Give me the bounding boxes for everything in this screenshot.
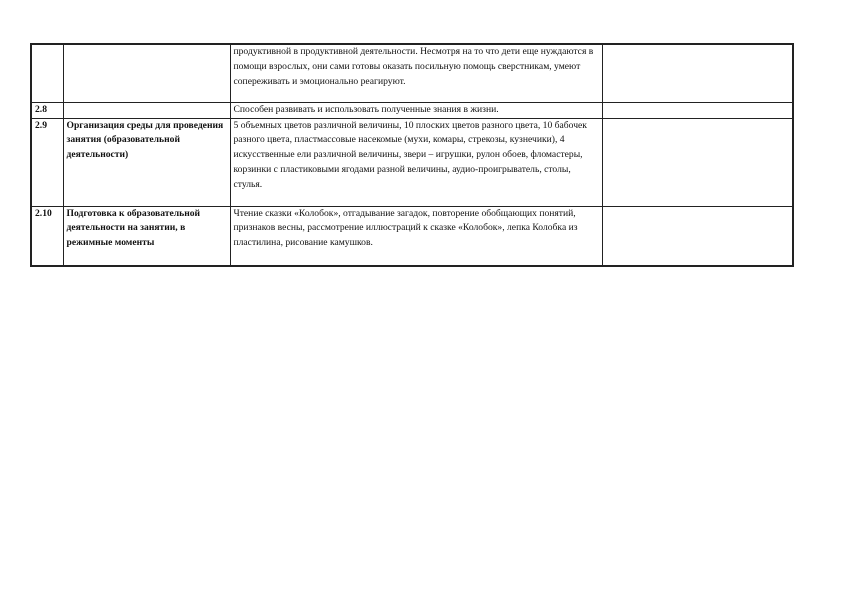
- stage-cell: [63, 44, 230, 102]
- row-number-cell: 2.8: [31, 102, 63, 118]
- lesson-plan-table: [30, 43, 794, 267]
- notes-cell: [602, 44, 793, 102]
- content-cell: Способен развивать и использовать полученные знания в жизни.: [230, 102, 602, 118]
- content-cell: 5 объемных цветов различной величины, 10 плоских цветов разного цвета, 10 бабочек разного цвета, пластмассовые насекомые (мухи, комары, стрекозы, кузнечики), 4 искусственные ели различной величины, звери – игрушки, рулон обоев, фломастеры, корзинки с пластиковыми ягодами разной величины, аудио-проигрыватель, столы, стулья.: [230, 118, 602, 206]
- stage-cell: Подготовка к образовательной деятельности на занятии, в режимные моменты: [63, 206, 230, 266]
- content-cell: продуктивной в продуктивной деятельности. Несмотря на то что дети еще нуждаются в помощи взрослых, они сами готовы оказать посильную помощь сверстникам, умеют сопереживать и эмоционально реагируют.: [230, 44, 602, 102]
- notes-cell: [602, 102, 793, 118]
- stage-cell: Организация среды для проведения занятия (образовательной деятельности): [63, 118, 230, 206]
- notes-cell: [602, 118, 793, 206]
- table-row: [31, 102, 793, 118]
- row-number-cell: 2.10: [31, 206, 63, 266]
- notes-cell: [602, 206, 793, 266]
- table-row: [31, 44, 793, 102]
- row-number-cell: [31, 44, 63, 102]
- stage-cell: [63, 102, 230, 118]
- table-row: [31, 206, 793, 266]
- content-cell: Чтение сказки «Колобок», отгадывание загадок, повторение обобщающих понятий, признаков весны, рассмотрение иллюстраций к сказке «Колобок», лепка Колобка из пластилина, рисование камушков.: [230, 206, 602, 266]
- row-number-cell: 2.9: [31, 118, 63, 206]
- table-row: [31, 118, 793, 206]
